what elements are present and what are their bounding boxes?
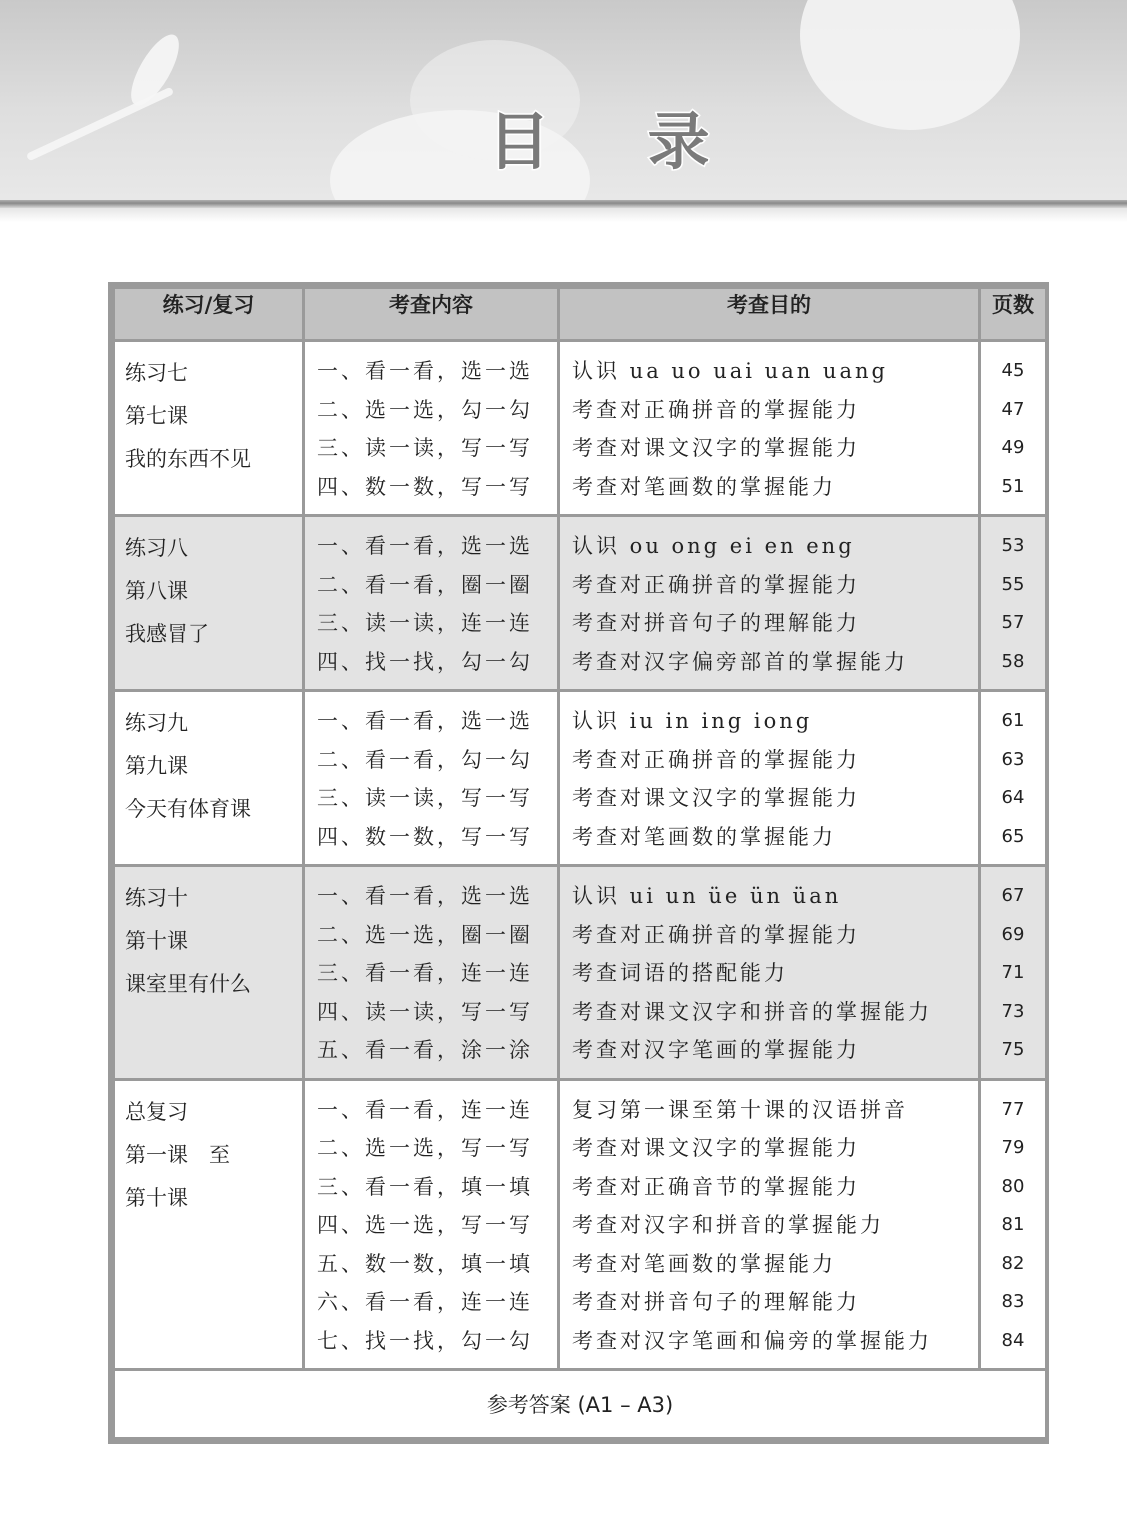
section-label: 第十课 <box>125 1185 188 1210</box>
content-cell <box>304 866 559 1080</box>
list-item: 考查对课文汉字和拼音的掌握能力 <box>572 999 932 1024</box>
list-item: 考查对课文汉字的掌握能力 <box>572 1136 860 1160</box>
list-item: 一、看一看，连一连 <box>317 1097 533 1122</box>
page-number: 79 <box>1001 1137 1025 1158</box>
page-cell <box>980 341 1047 516</box>
column-header: 考查目的 <box>559 288 980 341</box>
page-number: 71 <box>1001 962 1025 983</box>
purpose-cell <box>559 1079 980 1370</box>
column-header: 考查内容 <box>304 288 559 341</box>
page-number: 55 <box>1001 573 1025 595</box>
section-label: 练习七 <box>125 361 188 385</box>
page-number: 64 <box>1001 787 1025 808</box>
page-title: 目 录 <box>488 105 748 178</box>
section-label-cell <box>114 691 304 866</box>
section-row <box>114 691 1047 866</box>
list-item: 二、看一看，圈一圈 <box>317 572 533 597</box>
list-item: 四、数一数，写一写 <box>317 824 533 849</box>
page-number: 58 <box>1001 650 1025 672</box>
page-number: 51 <box>1001 475 1025 497</box>
list-item: 二、选一选，写一写 <box>317 1136 533 1160</box>
list-item: 四、数一数，写一写 <box>317 474 533 499</box>
purpose-cell <box>559 341 980 516</box>
page-number: 57 <box>1001 612 1025 633</box>
purpose-cell <box>559 516 980 691</box>
list-item: 考查对笔画数的掌握能力 <box>572 824 836 849</box>
page-cell <box>980 866 1047 1080</box>
page-number: 80 <box>1001 1175 1025 1197</box>
page-number: 73 <box>1001 1000 1025 1022</box>
list-item: 考查对汉字笔画的掌握能力 <box>572 1038 860 1062</box>
section-label: 我的东西不见 <box>125 447 251 471</box>
page-cell <box>980 516 1047 691</box>
section-label: 今天有体育课 <box>125 797 251 821</box>
column-header: 页数 <box>980 288 1047 341</box>
content-cell <box>304 516 559 691</box>
list-item: 认识 ua uo uai uan uang <box>572 359 888 383</box>
list-item: 五、数一数，填一填 <box>317 1251 533 1276</box>
list-item: 一、看一看，选一选 <box>317 359 533 383</box>
section-row <box>114 341 1047 516</box>
page-number: 77 <box>1001 1098 1025 1120</box>
page-number: 67 <box>1001 885 1025 906</box>
list-item: 考查对正确拼音的掌握能力 <box>572 572 860 597</box>
list-item: 考查对汉字偏旁部首的掌握能力 <box>572 649 908 674</box>
list-item: 考查对课文汉字的掌握能力 <box>572 436 860 460</box>
list-item: 考查对拼音句子的理解能力 <box>572 1290 860 1314</box>
section-label-cell <box>114 341 304 516</box>
section-label: 第八课 <box>125 579 188 603</box>
list-item: 二、看一看，勾一勾 <box>317 747 533 772</box>
page-cell <box>980 691 1047 866</box>
divider <box>0 200 1127 208</box>
content-cell <box>304 1079 559 1370</box>
list-item: 考查对拼音句子的理解能力 <box>572 611 860 635</box>
column-header: 练习/复习 <box>114 288 304 341</box>
list-item: 三、看一看，连一连 <box>317 961 533 985</box>
page-number: 61 <box>1001 710 1025 731</box>
section-row <box>114 1079 1047 1370</box>
list-item: 认识 ou ong ei en eng <box>572 534 855 558</box>
list-item: 认识 ui un üe ün üan <box>572 884 842 908</box>
purpose-cell <box>559 691 980 866</box>
page-number: 53 <box>1001 535 1025 556</box>
list-item: 考查对笔画数的掌握能力 <box>572 474 836 499</box>
section-label: 练习八 <box>125 536 188 560</box>
section-label: 课室里有什么 <box>125 972 251 996</box>
answer-key-row <box>114 1370 1047 1439</box>
list-item: 三、读一读，写一写 <box>317 436 533 460</box>
list-item: 考查对正确拼音的掌握能力 <box>572 747 860 772</box>
page-number: 69 <box>1001 923 1025 945</box>
section-label-cell <box>114 866 304 1080</box>
list-item: 七、找一找，勾一勾 <box>317 1328 533 1353</box>
page-number: 49 <box>1001 437 1025 458</box>
page-number: 47 <box>1001 398 1025 420</box>
section-label: 我感冒了 <box>125 622 209 646</box>
section-row <box>114 516 1047 691</box>
page-number: 81 <box>1001 1214 1025 1235</box>
list-item: 考查对正确拼音的掌握能力 <box>572 397 860 422</box>
page-number: 83 <box>1001 1291 1025 1312</box>
page-number: 82 <box>1001 1252 1025 1274</box>
contents-table <box>108 282 1049 1444</box>
list-item: 考查对正确音节的掌握能力 <box>572 1174 860 1199</box>
list-item: 考查对汉字笔画和偏旁的掌握能力 <box>572 1328 932 1353</box>
page-cell <box>980 1079 1047 1370</box>
list-item: 三、读一读，连一连 <box>317 611 533 635</box>
list-item: 三、看一看，填一填 <box>317 1174 533 1199</box>
answer-key-label: 参考答案 (A1 – A3) <box>114 1370 1047 1439</box>
section-label: 练习十 <box>125 886 188 910</box>
list-item: 一、看一看，选一选 <box>317 709 533 733</box>
list-item: 四、选一选，写一写 <box>317 1213 533 1237</box>
page-number: 45 <box>1001 360 1025 381</box>
list-item: 考查对正确拼音的掌握能力 <box>572 922 860 947</box>
list-item: 考查对笔画数的掌握能力 <box>572 1251 836 1276</box>
list-item: 认识 iu in ing iong <box>572 709 813 733</box>
section-label: 第七课 <box>125 404 188 428</box>
purpose-cell <box>559 866 980 1080</box>
list-item: 二、选一选，圈一圈 <box>317 922 533 947</box>
list-item: 四、读一读，写一写 <box>317 999 533 1024</box>
list-item: 一、看一看，选一选 <box>317 534 533 558</box>
section-row <box>114 866 1047 1080</box>
section-label: 练习九 <box>125 711 188 735</box>
content-cell <box>304 691 559 866</box>
list-item: 一、看一看，选一选 <box>317 884 533 908</box>
list-item: 五、看一看，涂一涂 <box>317 1038 533 1062</box>
list-item: 四、找一找，勾一勾 <box>317 649 533 674</box>
page-number: 65 <box>1001 825 1025 847</box>
list-item: 考查对课文汉字的掌握能力 <box>572 786 860 810</box>
divider-shadow <box>0 208 1127 222</box>
list-item: 考查对汉字和拼音的掌握能力 <box>572 1213 884 1237</box>
section-label-cell <box>114 1079 304 1370</box>
page-number: 63 <box>1001 748 1025 770</box>
page-number: 75 <box>1001 1039 1025 1060</box>
list-item: 六、看一看，连一连 <box>317 1290 533 1314</box>
section-label: 总复习 <box>125 1099 188 1124</box>
list-item: 复习第一课至第十课的汉语拼音 <box>572 1097 908 1122</box>
table-header-row <box>114 288 1047 341</box>
decorative-petal <box>800 0 1020 130</box>
list-item: 二、选一选，勾一勾 <box>317 397 533 422</box>
list-item: 考查词语的搭配能力 <box>572 961 788 985</box>
section-label: 第十课 <box>125 929 188 953</box>
content-cell <box>304 341 559 516</box>
section-label: 第九课 <box>125 754 188 778</box>
page-number: 84 <box>1001 1329 1025 1351</box>
section-label-cell <box>114 516 304 691</box>
section-label: 第一课 至 <box>125 1142 230 1167</box>
list-item: 三、读一读，写一写 <box>317 786 533 810</box>
